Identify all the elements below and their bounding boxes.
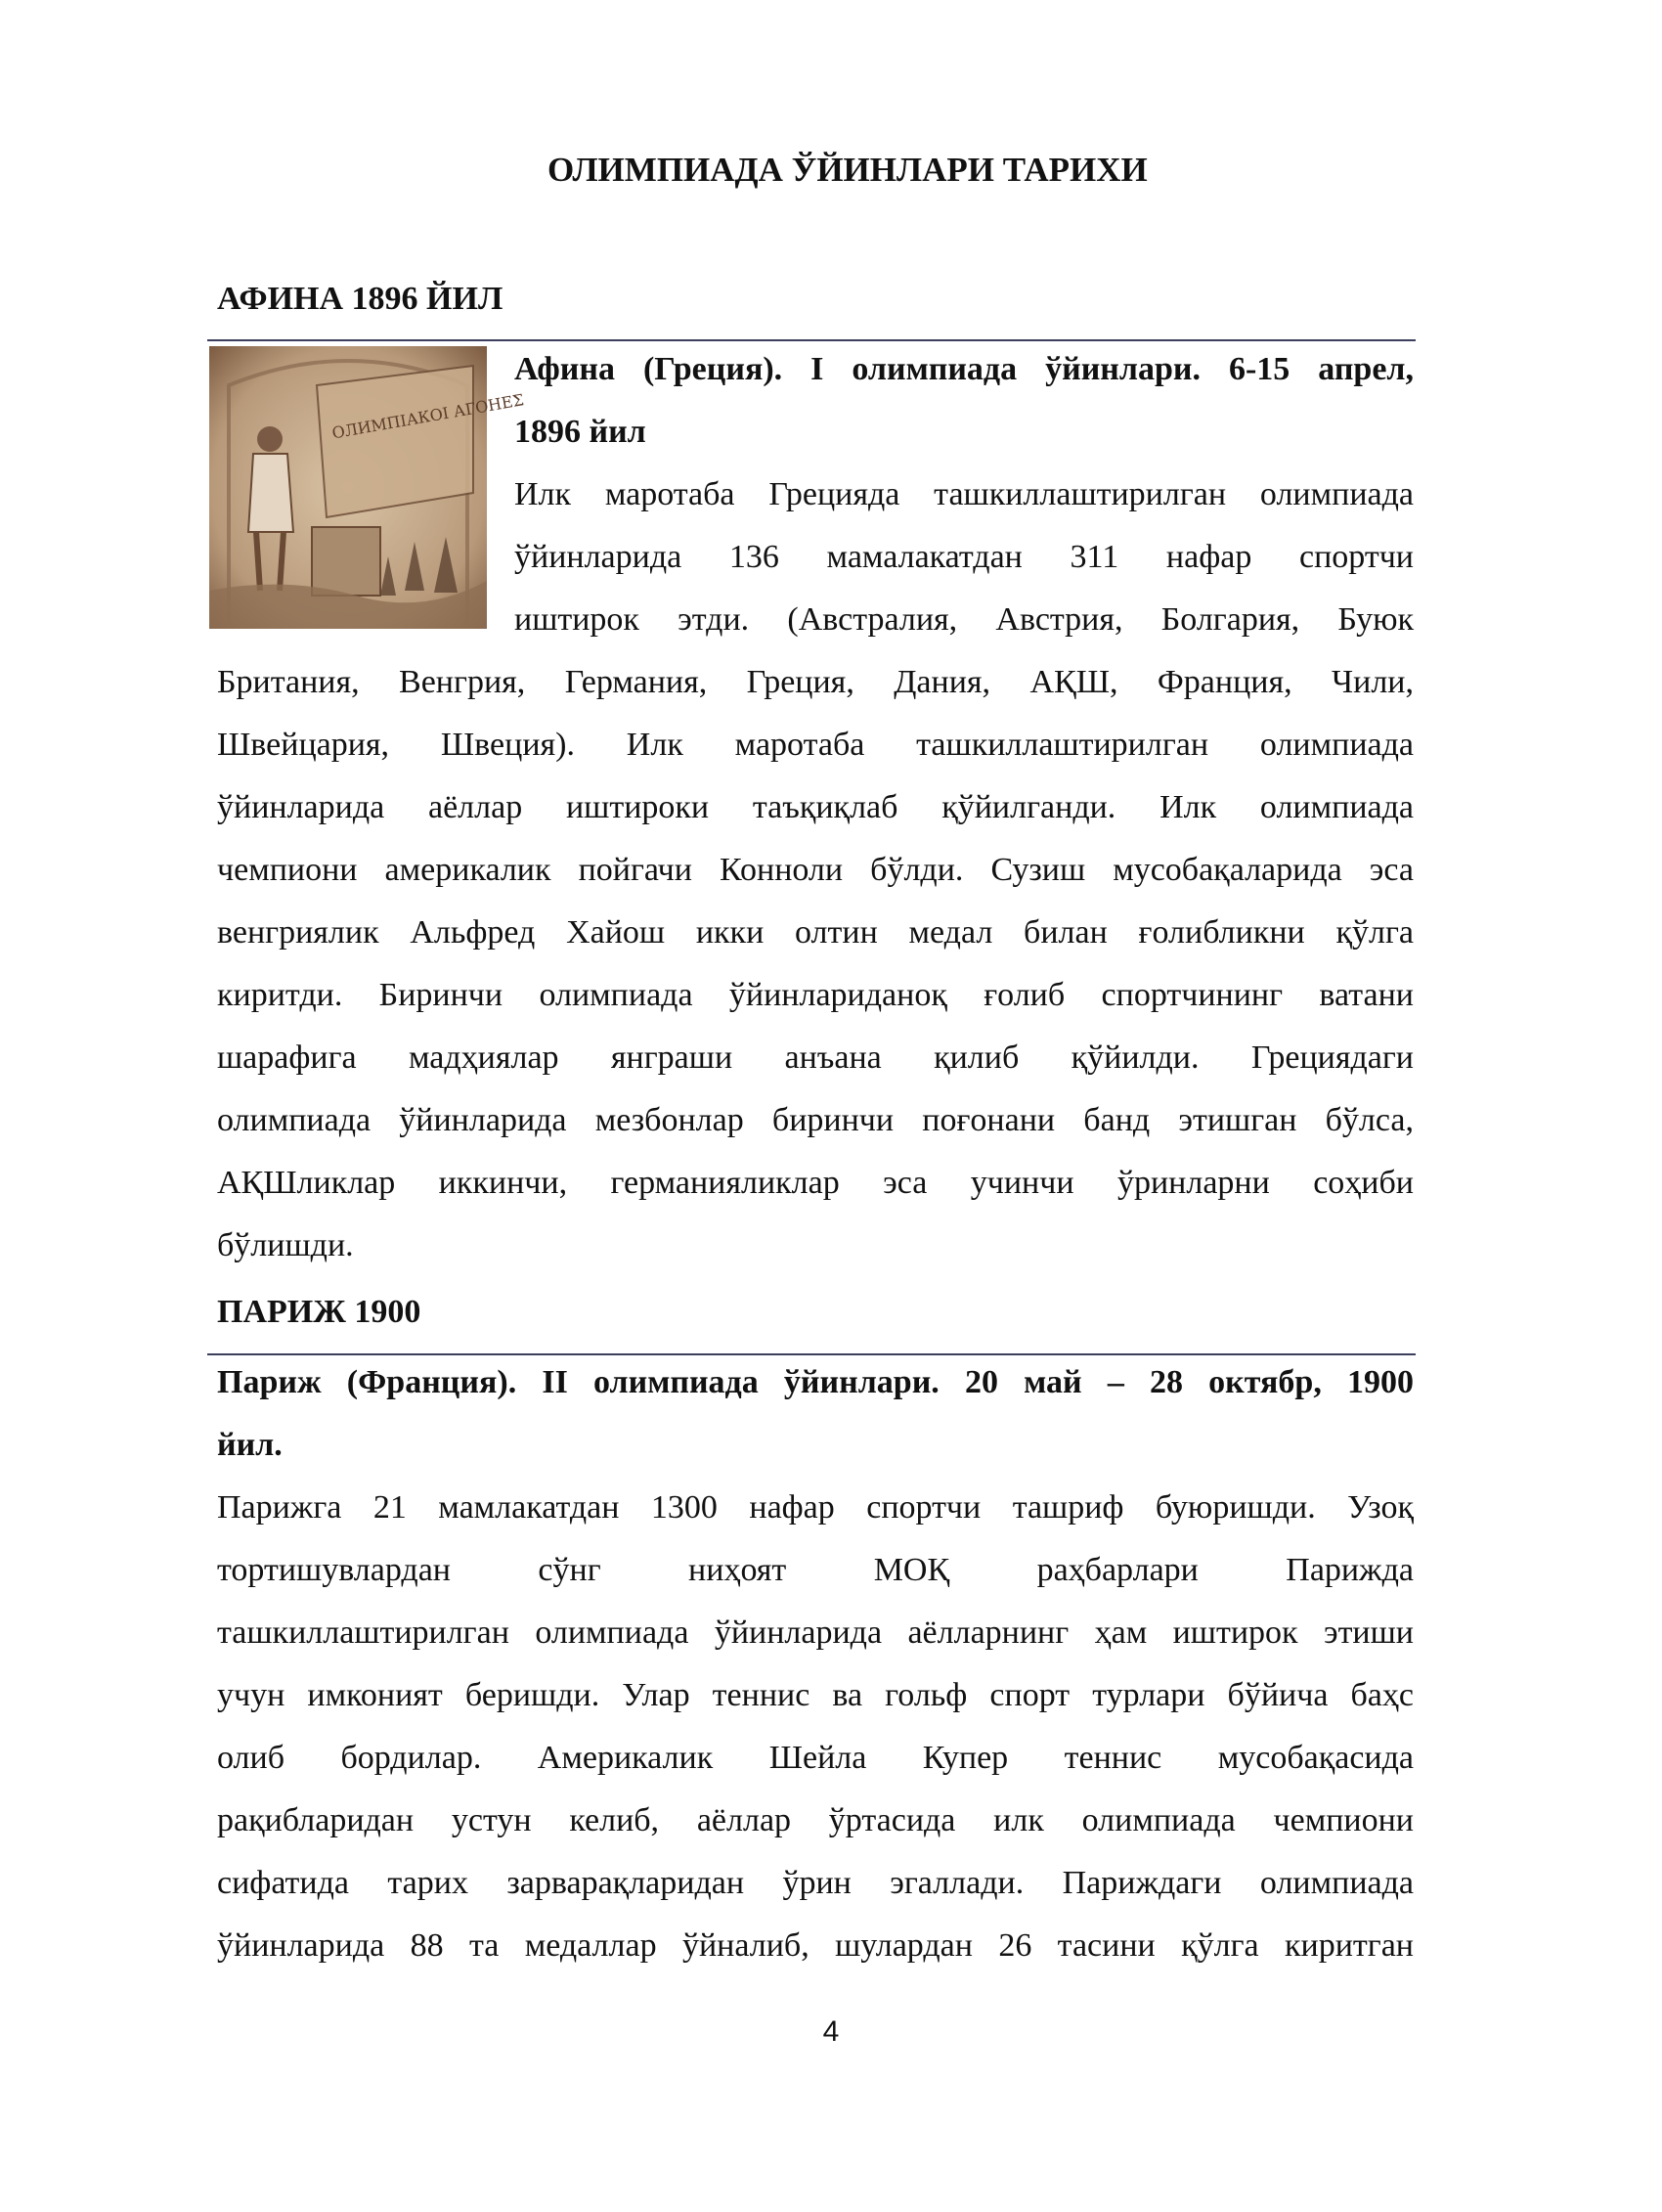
athens-text-line: Швейцария, Швеция). Илк маротаба ташкиллаштирилган олимпиада <box>217 727 1414 763</box>
athens-text-line: киритди. Биринчи олимпиада ўйинлариданоқ ғолиб спортчининг ватани <box>217 977 1414 1013</box>
paris-intro-line-1: Париж (Франция). II олимпиада ўйинлари. 20 май – 28 октябр, 1900 <box>217 1364 1414 1400</box>
paris-text-line: тортишувлардан сўнг ниҳоят МОҚ раҳбарлари Парижда <box>217 1552 1414 1588</box>
athens-text-line: олимпиада ўйинларида мезбонлар биринчи поғонани банд этишган бўлса, <box>217 1102 1414 1138</box>
paris-intro-line-2: йил. <box>217 1427 283 1463</box>
athens-text-line: чемпиони америкалик пойгачи Конноли бўлди. Сузиш мусобақаларида эса <box>217 852 1414 888</box>
athens-text-line: Британия, Венгрия, Германия, Греция, Дания, АҚШ, Франция, Чили, <box>217 664 1414 700</box>
athens-text-line: бўлишди. <box>217 1227 354 1263</box>
paris-text-line: ўйинларида 88 та медаллар ўйналиб, шулардан 26 тасини қўлга киритган <box>217 1927 1414 1964</box>
athens-text-line: Илк маротаба Грецияда ташкиллаштирилган олимпиада <box>514 476 1414 512</box>
olympic-poster-image <box>209 346 526 629</box>
paris-text-line: рақибларидан устун келиб, аёллар ўртасида илк олимпиада чемпиони <box>217 1802 1414 1838</box>
paris-text-line: сифатида тарих зарварақларидан ўрин эгаллади. Париждаги олимпиада <box>217 1865 1414 1901</box>
document-title: ОЛИМПИАДА ЎЙИНЛАРИ ТАРИХИ <box>547 151 1148 189</box>
athens-text-line: иштирок этди. (Австралия, Австрия, Болгария, Буюк <box>514 601 1414 638</box>
paris-text-line: олиб бордилар. Америкалик Шейла Купер теннис мусобақасида <box>217 1740 1414 1776</box>
paris-text-line: учун имконият беришди. Улар теннис ва гольф спорт турлари бўйича баҳс <box>217 1677 1414 1713</box>
athens-text-line: венгриялик Альфред Хайош икки олтин медал билан ғолибликни қўлга <box>217 914 1414 951</box>
athens-intro-line-2: 1896 йил <box>514 414 646 450</box>
paris-text-line: ташкиллаштирилган олимпиада ўйинларида аёлларнинг ҳам иштирок этиши <box>217 1615 1414 1651</box>
paris-text-line: Парижга 21 мамлакатдан 1300 нафар спортчи ташриф буюришди. Узоқ <box>217 1489 1414 1526</box>
section-heading-paris: ПАРИЖ 1900 <box>217 1294 421 1330</box>
athens-text-line: АҚШликлар иккинчи, германияликлар эса учинчи ўринларни соҳиби <box>217 1165 1414 1201</box>
athens-text-line: шарафига мадҳиялар янграши анъана қилиб қўйилди. Грециядаги <box>217 1040 1414 1076</box>
page-number: 4 <box>822 2015 840 2048</box>
poster-caption: ОЛИМПІАКОІ АГОНЕΣ <box>330 390 526 443</box>
athens-intro-line-1: Афина (Греция). I олимпиада ўйинлари. 6-15 апрел, <box>514 351 1414 387</box>
athens-text-line: ўйинларида 136 мамалакатдан 311 нафар спортчи <box>514 539 1414 575</box>
section-heading-athens: АФИНА 1896 ЙИЛ <box>217 281 503 317</box>
athens-text-line: ўйинларида аёллар иштироки таъқиқлаб қўйилганди. Илк олимпиада <box>217 789 1414 825</box>
